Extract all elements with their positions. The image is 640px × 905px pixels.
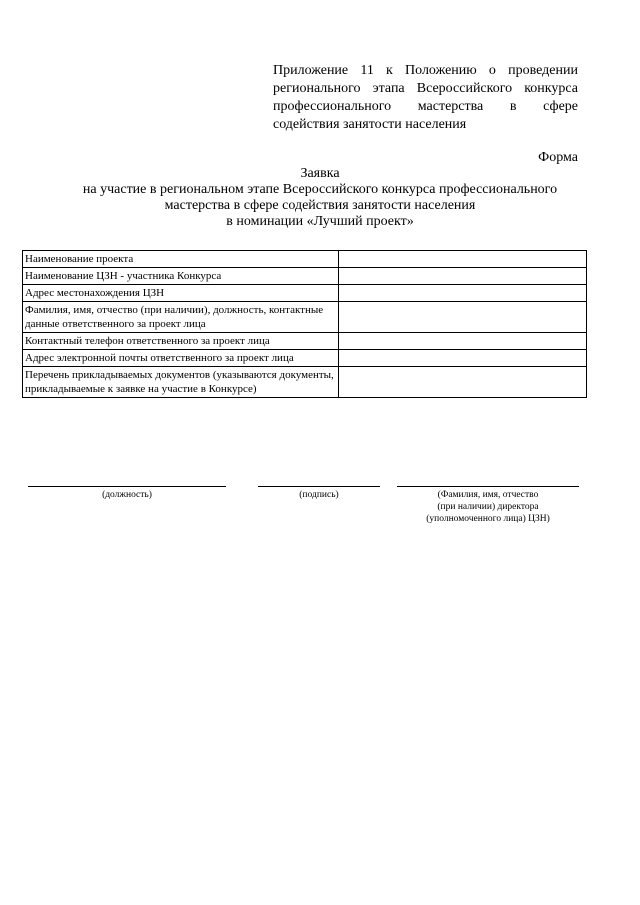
row-value-field[interactable] xyxy=(338,268,586,285)
row-value-field[interactable] xyxy=(338,333,586,350)
table-row xyxy=(23,251,587,268)
heading-line: в номинации «Лучший проект» xyxy=(226,214,414,229)
table-row xyxy=(23,285,587,302)
appendix-reference xyxy=(273,62,578,134)
signature-caption xyxy=(258,489,380,501)
position-caption xyxy=(28,489,226,501)
row-label: Наименование проекта xyxy=(23,251,339,268)
table-row xyxy=(23,333,587,350)
form-label: Форма xyxy=(538,150,578,165)
row-value-field[interactable] xyxy=(338,285,586,302)
appendix-line: профессионального мастерства в сфере xyxy=(273,99,578,114)
row-value-field[interactable] xyxy=(338,251,586,268)
row-label: Контактный телефон ответственного за проект лица xyxy=(23,333,339,350)
row-value-field[interactable] xyxy=(338,350,586,367)
appendix-line: содействия занятости населения xyxy=(273,117,467,132)
heading-line: на участие в региональном этапе Всероссийского конкурса профессионального xyxy=(82,182,558,197)
heading-line: мастерства в сфере содействия занятости населения xyxy=(164,198,476,213)
appendix-line: Приложение 11 к Положению о проведении xyxy=(273,63,578,78)
table-row xyxy=(23,350,587,367)
name-caption xyxy=(397,489,579,525)
row-label: Адрес электронной почты ответственного за проект лица xyxy=(23,350,339,367)
caption-text: (Фамилия, имя, отчество xyxy=(437,490,539,500)
row-label: Перечень прикладываемых документов (указываются документы, прикладываемые к заявке на участие в Конкурсе) xyxy=(23,367,339,398)
document-heading xyxy=(20,166,620,230)
signature-line[interactable] xyxy=(258,486,380,487)
heading-title: Заявка xyxy=(300,166,340,181)
row-label: Адрес местонахождения ЦЗН xyxy=(23,285,339,302)
table-row xyxy=(23,367,587,398)
caption-text: (должность) xyxy=(102,490,152,500)
table-row xyxy=(23,268,587,285)
row-value-field[interactable] xyxy=(338,367,586,398)
caption-text: (подпись) xyxy=(299,490,339,500)
row-value-field[interactable] xyxy=(338,302,586,333)
caption-text: (уполномоченного лица) ЦЗН) xyxy=(426,514,550,524)
name-signature-line[interactable] xyxy=(397,486,579,487)
appendix-line: регионального этапа Всероссийского конкурса xyxy=(273,81,578,96)
row-label: Фамилия, имя, отчество (при наличии), должность, контактные данные ответственного за проект лица xyxy=(23,302,339,333)
row-label: Наименование ЦЗН - участника Конкурса xyxy=(23,268,339,285)
caption-text: (при наличии) директора xyxy=(437,502,539,512)
application-form-table xyxy=(22,250,587,398)
position-signature-line[interactable] xyxy=(28,486,226,487)
table-row xyxy=(23,302,587,333)
